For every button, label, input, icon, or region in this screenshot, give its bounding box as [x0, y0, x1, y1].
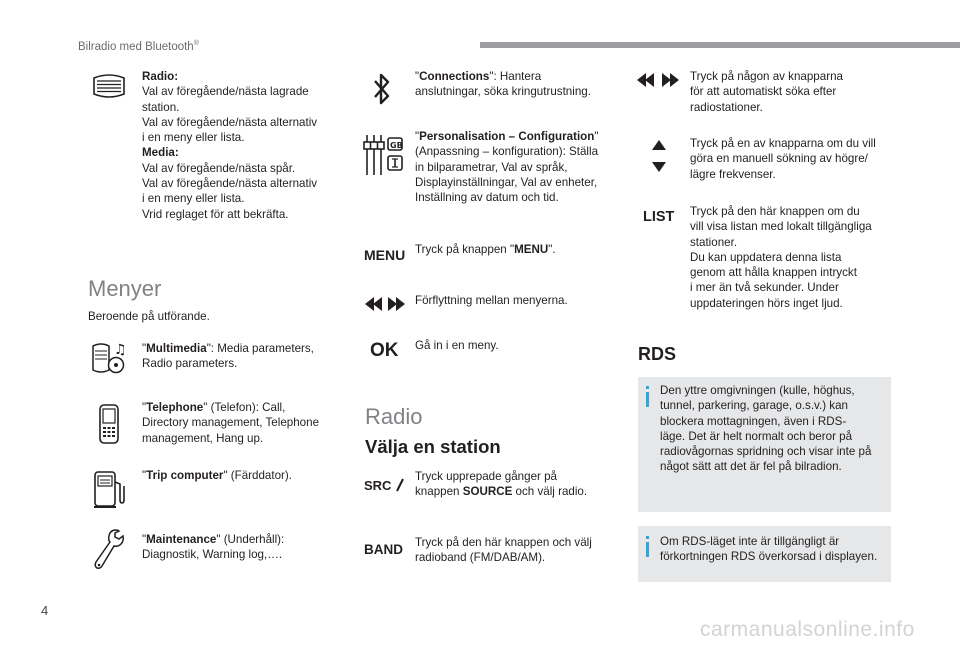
menu-name: Telephone: [146, 401, 204, 414]
band-description: [415, 535, 592, 566]
trip-description: [142, 468, 292, 483]
text-line: radiostationer.: [690, 100, 763, 114]
text-line: läge. Det är helt normalt och beror på: [660, 429, 853, 443]
valja-station-heading: Välja en station: [365, 436, 501, 457]
text-line: radioband (FM/DAB/AM).: [415, 551, 546, 565]
rds-unavailable-info-box: [638, 526, 891, 582]
text-line: Val av föregående/nästa spår.: [142, 161, 296, 175]
text-line: tunnel, parkering, garage, o.s.v.) kan: [660, 399, 848, 413]
connections-description: [415, 69, 591, 100]
text-line: lägre frekvenser.: [690, 167, 776, 181]
header-title: Bilradio med Bluetooth: [78, 40, 194, 53]
seek-arrows-icon: [636, 71, 680, 89]
text-line: Tryck upprepade gånger på: [415, 470, 558, 483]
settings-sliders-icon: [362, 132, 406, 178]
info-icon: [646, 386, 649, 389]
text-line: Val av föregående/nästa alternativ: [142, 115, 318, 129]
text-line: Directory management, Telephone: [142, 416, 320, 430]
text-line: Inställning av datum och tid.: [415, 191, 559, 205]
list-button-icon: LIST: [643, 209, 675, 225]
text-line: station.: [142, 100, 180, 114]
text-line: göra en manuell sökning av högre/: [690, 152, 868, 166]
left-right-arrows-icon: [364, 295, 406, 313]
text-line: blockera mottagningen, även i RDS-: [660, 414, 847, 428]
source-icon-label: SRC: [364, 478, 392, 493]
text-line: Diagnostik, Warning log,….: [142, 548, 283, 562]
text-line: Om RDS-läget inte är tillgängligt är: [660, 535, 840, 548]
text-line: i mer än två sekunder. Under: [690, 281, 839, 295]
menu-name: Maintenance: [146, 533, 217, 546]
quote: ": [415, 130, 420, 143]
up-down-arrows-icon: [651, 139, 667, 173]
wrench-icon: [92, 528, 126, 570]
menu-name: Trip computer: [146, 469, 224, 482]
text-line: in bilparametrar, Val av språk,: [415, 160, 568, 174]
text-line: (Anpassning – konfiguration): Ställa: [415, 145, 599, 159]
text-line: ": [594, 130, 599, 143]
svg-text:GB: GB: [390, 141, 403, 150]
quote: ": [415, 70, 420, 83]
ok-description: Gå in i en meny.: [415, 339, 499, 352]
text-line: Val av föregående/nästa alternativ: [142, 177, 318, 191]
radio-title: Radio:: [142, 70, 179, 83]
multimedia-icon: [90, 340, 128, 374]
text-line: uppdateringen hörs inget ljud.: [690, 296, 843, 310]
source-description: [415, 469, 587, 500]
bluetooth-icon: [372, 72, 392, 106]
text-line: " (Telefon): Call,: [203, 401, 286, 414]
text-line: Tryck på den här knappen om du: [690, 205, 860, 218]
text-line: för att automatiskt söka efter: [690, 85, 837, 99]
quote: ": [142, 401, 147, 414]
ok-button-icon: OK: [370, 340, 399, 361]
menyer-heading: Menyer: [88, 276, 162, 301]
text-line: ": Hantera: [489, 70, 542, 83]
rds-heading: RDS: [638, 344, 677, 364]
radio-heading: Radio: [365, 404, 423, 429]
text-line: anslutningar, söka kringutrustning.: [415, 85, 591, 99]
text-part: Tryck på knappen ": [415, 243, 515, 256]
registered-mark: ®: [193, 40, 199, 47]
menu-name: Personalisation – Configuration: [419, 130, 595, 143]
info-icon-bar: [646, 392, 649, 407]
header-bar: [480, 42, 960, 48]
text-part: och välj radio.: [512, 485, 588, 499]
text-line: Tryck på någon av knapparna: [690, 70, 843, 83]
quote: ": [142, 533, 147, 546]
phone-icon: [98, 404, 120, 444]
menu-button-icon: MENU: [364, 247, 406, 263]
rds-info-text: [660, 383, 871, 475]
text-line: i en meny eller lista.: [142, 131, 245, 145]
updown-description: [690, 136, 876, 182]
rotary-knob-icon: [92, 72, 126, 100]
list-description: [690, 204, 872, 311]
text-line: Du kan uppdatera denna lista: [690, 250, 842, 264]
running-header: [78, 40, 199, 53]
text-line: Val av föregående/nästa lagrade: [142, 85, 309, 99]
quote: ": [142, 469, 147, 482]
button-name: SOURCE: [462, 485, 513, 499]
text-part: knappen: [415, 485, 463, 499]
menu-name: Connections: [419, 70, 490, 83]
menu-name: Multimedia: [146, 342, 207, 355]
arrows-description: Förflyttning mellan menyerna.: [415, 294, 568, 307]
text-line: förkortningen RDS överkorsad i displayen.: [660, 550, 878, 564]
button-name: MENU: [514, 243, 549, 256]
page-number: 4: [41, 603, 49, 618]
text-line: Vrid reglaget för att bekräfta.: [142, 207, 289, 221]
text-part: ".: [548, 243, 556, 256]
text-line: Tryck på en av knapparna om du vill: [690, 137, 876, 150]
svg-text:♫: ♫: [114, 342, 127, 358]
media-title: Media:: [142, 146, 179, 160]
rds-unavailable-text: [660, 534, 877, 565]
info-icon: [646, 536, 649, 539]
radio-media-description: [142, 69, 317, 222]
maintenance-description: [142, 532, 284, 563]
multimedia-description: [142, 341, 314, 372]
band-button-icon: BAND: [364, 542, 403, 557]
text-line: Radio parameters.: [142, 357, 238, 371]
personalisation-description: [415, 129, 598, 205]
text-line: i en meny eller lista.: [142, 192, 245, 206]
quote: ": [142, 342, 147, 355]
text-line: något sätt att det är fel på bilradion.: [660, 460, 842, 474]
text-line: genom att hålla knappen intryckt: [690, 266, 857, 280]
text-line: vill visa listan med lokalt tillgängliga: [690, 220, 872, 234]
menu-description: [415, 242, 556, 257]
source-button-icon: [364, 477, 406, 493]
text-line: ": Media parameters,: [206, 342, 314, 355]
menyer-intro: Beroende på utförande.: [88, 310, 210, 323]
rds-info-box: [638, 377, 891, 512]
text-line: Displayinställningar, Val av enheter,: [415, 175, 598, 189]
text-line: management, Hang up.: [142, 431, 264, 445]
text-line: Tryck på den här knappen och välj: [415, 536, 592, 549]
text-line: radiovågornas spridning och visar inte på: [660, 445, 872, 459]
text-line: " (Färddator).: [223, 469, 292, 482]
text-line: stationer.: [690, 235, 738, 249]
text-line: Den yttre omgivningen (kulle, höghus,: [660, 384, 855, 397]
fuel-pump-icon: [92, 470, 126, 510]
seek-description: [690, 69, 843, 115]
telephone-description: [142, 400, 319, 446]
text-line: " (Underhåll):: [216, 533, 285, 546]
watermark: carmanualsonline.info: [700, 618, 915, 641]
info-icon-bar: [646, 542, 649, 557]
